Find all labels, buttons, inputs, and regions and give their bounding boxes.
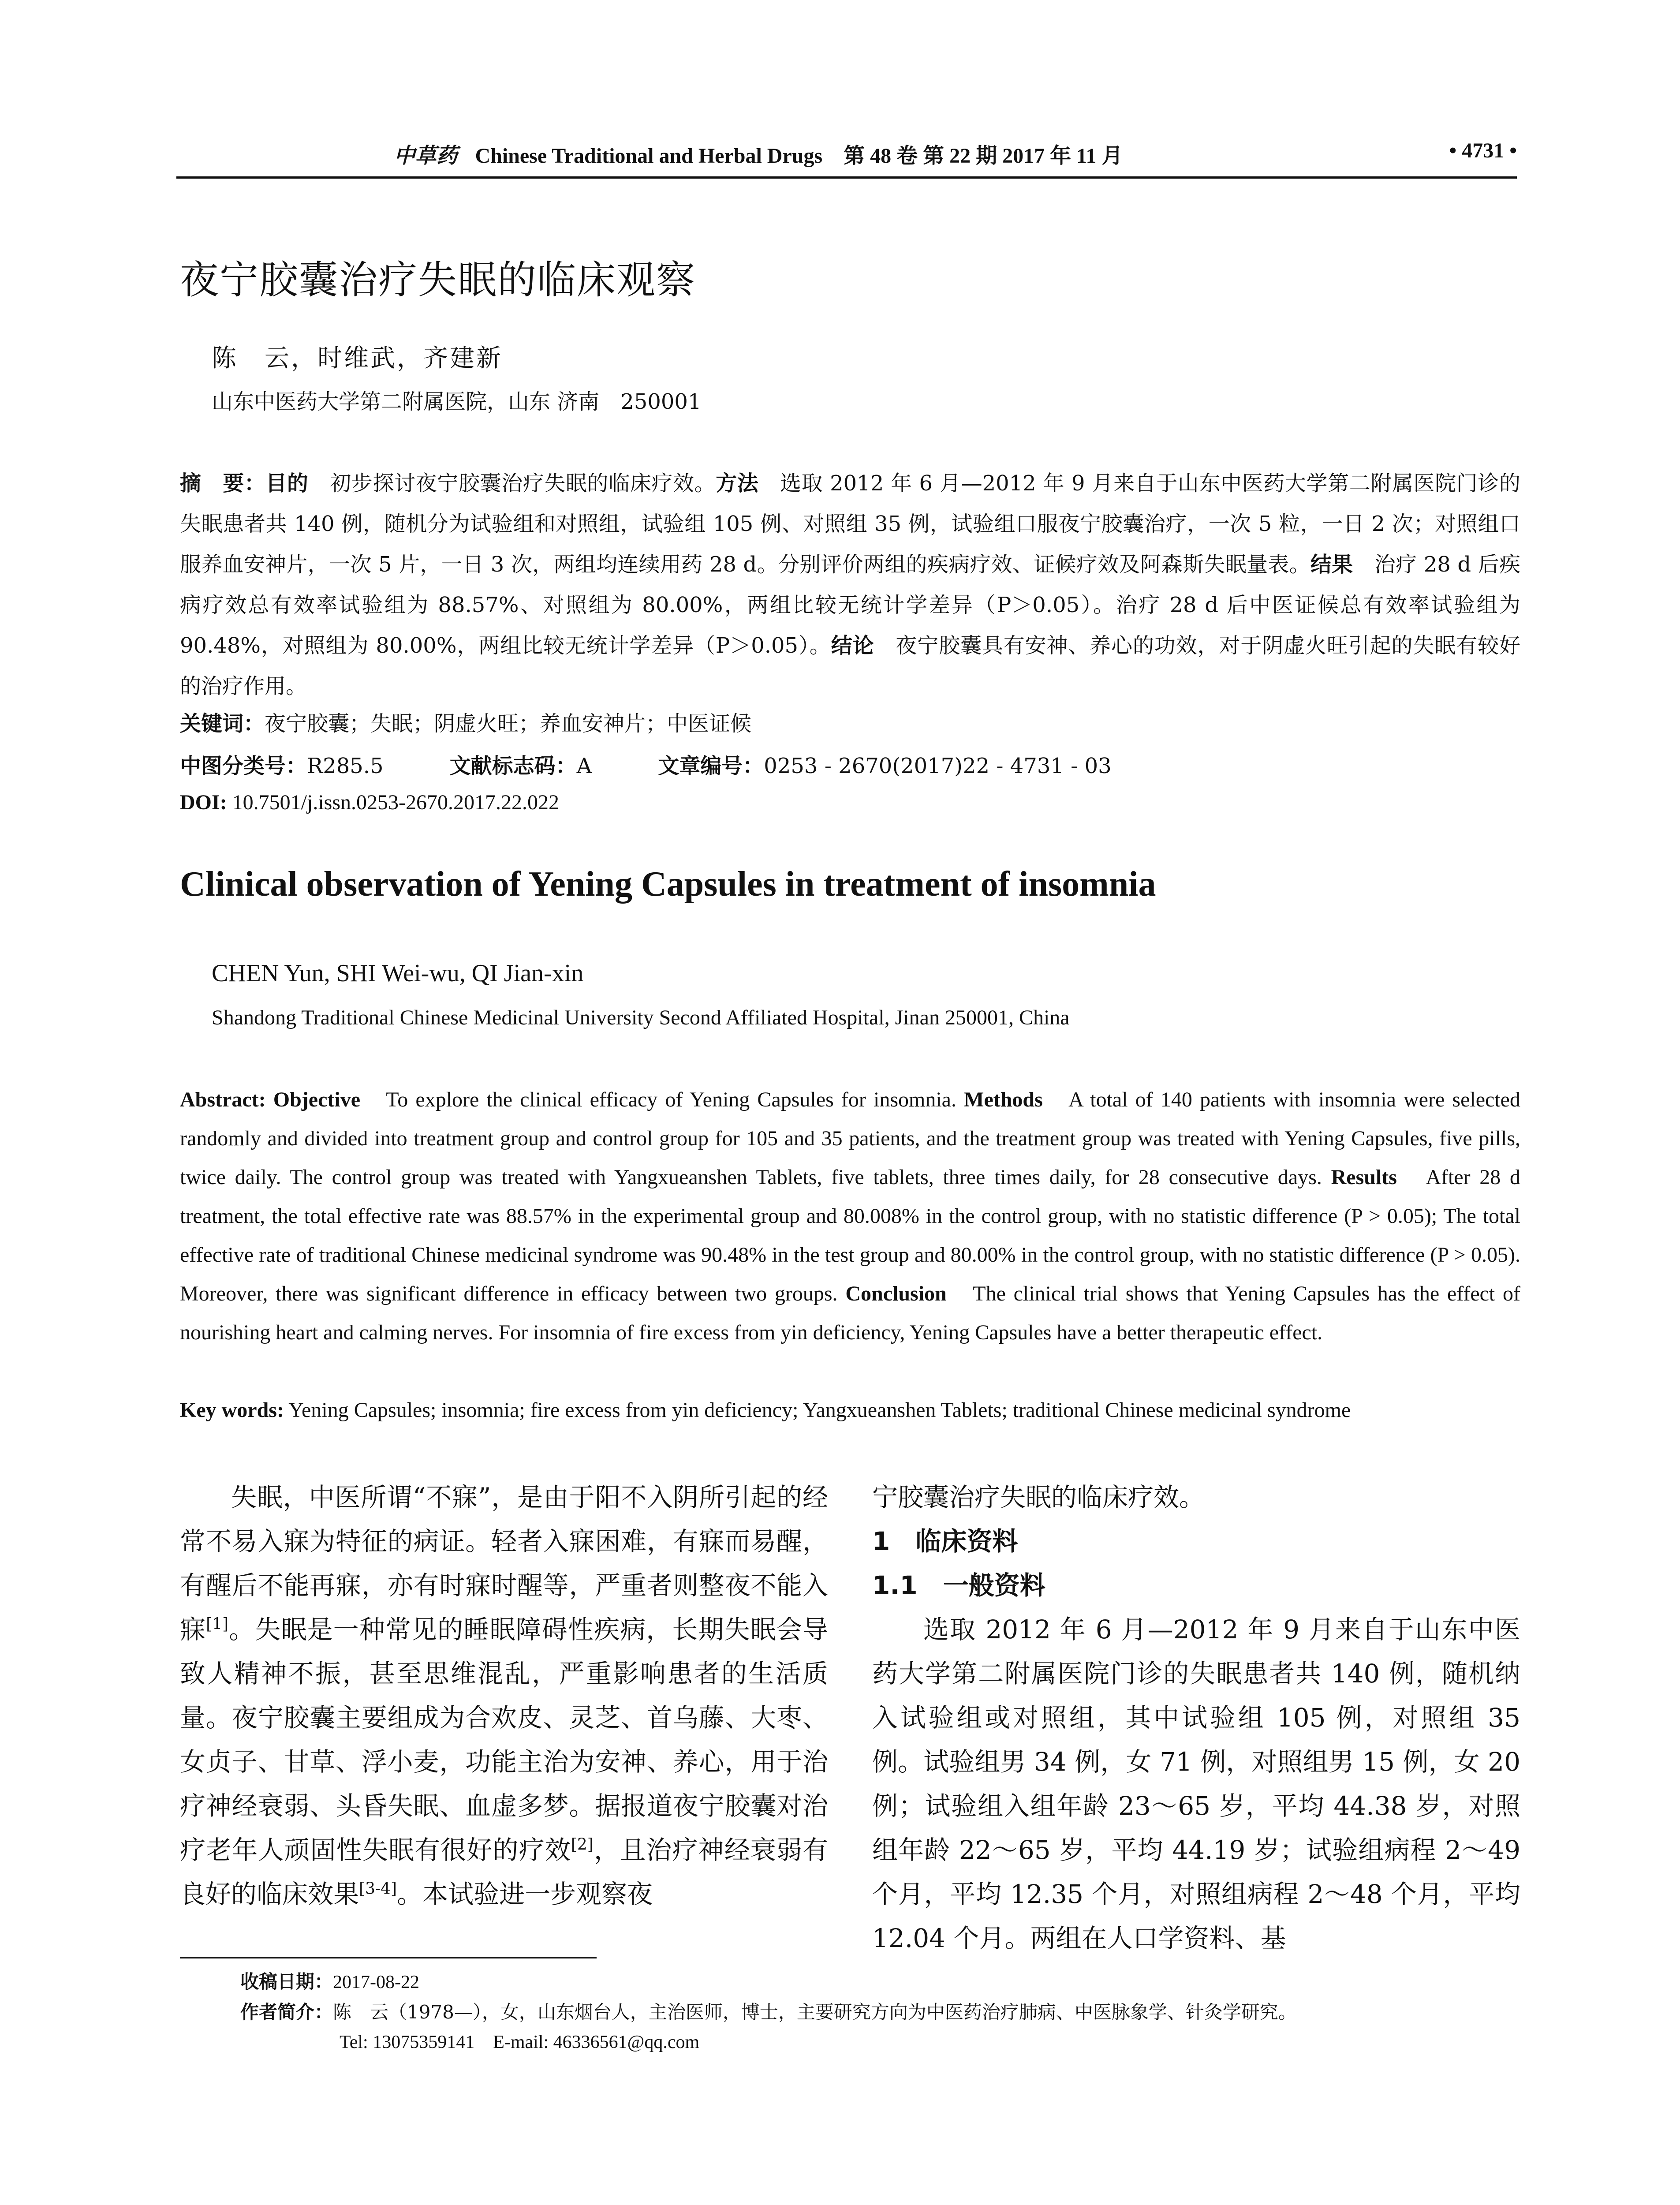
doi-line xyxy=(180,790,559,815)
affiliation-cn: 山东中医药大学第二附属医院，山东 济南 250001 xyxy=(212,389,702,414)
footnote-rule xyxy=(180,1957,597,1958)
section-heading-1-1: 1.1 一般资料 xyxy=(872,1570,1045,1600)
intro-text-a: 失眠，中医所谓“不寐”，是由于阳不入阴所引起的经常不易入寐为特征的病证。轻者入寐困难，有寐而易醒，有醒后不能再寐，亦有时寐时醒等，严重者则整夜不能入寐 xyxy=(180,1482,828,1644)
doc-code-label: 文献标志码： xyxy=(449,754,577,778)
intro-text-d: 。本试验进一步观察夜 xyxy=(397,1879,653,1909)
received-value: 2017-08-22 xyxy=(333,1972,419,1992)
intro-continuation: 宁胶囊治疗失眠的临床疗效。 xyxy=(872,1482,1205,1512)
abstract-cn xyxy=(180,463,1520,706)
intro-paragraph xyxy=(180,1475,828,1916)
author-bio xyxy=(240,1997,1519,2027)
page-number: • 4731 • xyxy=(1449,139,1517,162)
methods-text: 选取 2012 年 6 月—2012 年 9 月来自于山东中医药大学第二附属医院门诊的失眠患者共 140 例，随机分为试验组和对照组，试验组 105 例、对照组 35 例，试验组口服夜宁胶囊治疗，一次 5 粒，一日 2 次；对照组口服养血安神片，一次 5 片，一日 3 次，两组均连续用药 28 d。分别评价两组的疾病疗效、证候疗效及阿森斯失眠量表。 xyxy=(180,471,1520,577)
keywords-en-text: Yening Capsules; insomnia; fire excess from yin deficiency; Yangxueanshen Tablets; traditional Chinese medicinal syndrome xyxy=(284,1398,1351,1422)
conclusion-en-text: The clinical trial shows that Yening Capsules has the effect of nourishing heart and calming nerves. For insomnia of fire excess from yin deficiency, Yening Capsules have a better therapeutic effect. xyxy=(180,1282,1520,1344)
article-no-label: 文章编号： xyxy=(658,754,764,778)
authors-en: CHEN Yun, SHI Wei-wu, QI Jian-xin xyxy=(212,960,584,987)
keywords-en xyxy=(180,1398,1520,1422)
citation-1[interactable]: [1] xyxy=(206,1615,229,1633)
author-contact: Tel: 13075359141 E-mail: 46336561@qq.com xyxy=(340,2032,700,2052)
results-text: 治疗 28 d 后疾病疗效总有效率试验组为 88.57%、对照组为 80.00%，两组比较无统计学差异（P＞0.05）。治疗 28 d 后中医证候总有效率试验组为 90.48%，对照组为 80.00%，两组比较无统计学差异（P＞0.05）。 xyxy=(180,552,1520,658)
methods-en-text: A total of 140 patients with insomnia were selected randomly and divided into treatment group and control group for 105 and 35 patients, and the treatment group was treated with Yening Capsules, five pills, twice daily. The control group was treated with Yangxueanshen Tablets, five tablets, three times daily, for 28 consecutive days. xyxy=(180,1088,1520,1189)
journal-info xyxy=(176,138,1340,169)
objective-text: 初步探讨夜宁胶囊治疗失眠的临床疗效。 xyxy=(308,471,716,496)
body-column-right xyxy=(872,1475,1520,1960)
conclusion-en-label: Conclusion xyxy=(845,1282,947,1305)
methods-label: 方法 xyxy=(716,471,759,496)
author-bio-label: 作者简介： xyxy=(240,2001,333,2023)
title-en: Clinical observation of Yening Capsules in treatment of insomnia xyxy=(180,865,1156,904)
clc-value: R285.5 xyxy=(307,754,384,778)
results-en-label: Results xyxy=(1331,1166,1397,1189)
author-bio-text: 陈 云（1978—），女，山东烟台人，主治医师，博士，主要研究方向为中医药治疗肺病、中医脉象学、针灸学研究。 xyxy=(333,2001,1297,2023)
doc-code-value: A xyxy=(576,754,592,778)
section-heading-1: 1 临床资料 xyxy=(872,1526,1018,1556)
keywords-cn-label: 关键词： xyxy=(180,711,265,736)
received-date xyxy=(240,1967,1519,1997)
received-label: 收稿日期： xyxy=(240,1971,333,1992)
methods-en-label: Methods xyxy=(964,1088,1043,1111)
abstract-cn-label: 摘 要： xyxy=(180,471,266,496)
clc-label: 中图分类号： xyxy=(180,754,307,778)
abstract-en xyxy=(180,1080,1520,1352)
body-column-left xyxy=(180,1475,828,1916)
affiliation-en: Shandong Traditional Chinese Medicinal University Second Affiliated Hospital, Jinan 250001, China xyxy=(212,1006,1070,1029)
conclusion-label: 结论 xyxy=(831,633,874,658)
keywords-cn xyxy=(180,706,751,737)
results-label: 结果 xyxy=(1310,552,1353,577)
intro-text-b: 。失眠是一种常见的睡眠障碍性疾病，长期失眠会导致人精神不振，甚至思维混乱，严重影响患者的生活质量。夜宁胶囊主要组成为合欢皮、灵芝、首乌藤、大枣、女贞子、甘草、浮小麦，功能主治为安神、养心，用于治疗神经衰弱、头昏失眠、血虚多梦。据报道夜宁胶囊对治疗老年人顽固性失眠有很好的疗效 xyxy=(180,1615,828,1865)
title-cn: 夜宁胶囊治疗失眠的临床观察 xyxy=(180,257,696,303)
conclusion-text: 夜宁胶囊具有安神、养心的功效，对于阴虚火旺引起的失眠有较好的治疗作用。 xyxy=(180,633,1520,699)
citation-3-4[interactable]: [3-4] xyxy=(359,1880,397,1898)
authors-cn: 陈 云，时维武，齐建新 xyxy=(212,344,503,373)
journal-issue: Chinese Traditional and Herbal Drugs 第 48 卷 第 22 期 2017 年 11 月 xyxy=(475,144,1123,168)
footnotes xyxy=(240,1967,1519,2057)
classification-line xyxy=(180,749,1112,779)
results-en-text: After 28 d treatment, the total effective rate was 88.57% in the experimental group and 80.008% in the control group, with no statistic difference (P > 0.05); The total effective rate of traditional Chinese medicinal syndrome was 90.48% in the test group and 80.00% in the control group, with no statistic difference (P > 0.05). Moreover, there was significant difference in efficacy between two groups. xyxy=(180,1166,1521,1305)
running-header xyxy=(176,138,1517,174)
objective-en-text: To explore the clinical efficacy of Yening Capsules for insomnia. xyxy=(360,1088,964,1111)
citation-2[interactable]: [2] xyxy=(571,1835,594,1854)
doi-value[interactable]: 10.7501/j.issn.0253-2670.2017.22.022 xyxy=(227,791,560,814)
keywords-en-label: Key words: xyxy=(180,1398,284,1422)
keywords-cn-text: 夜宁胶囊；失眠；阴虚火旺；养血安神片；中医证候 xyxy=(265,711,752,736)
journal-name-cn: 中草药 xyxy=(394,143,458,168)
objective-en-label: Objective xyxy=(265,1088,360,1111)
intro-text-c: ，且治疗神经衰弱有良好的临床效果 xyxy=(180,1835,828,1909)
article-no-value: 0253 - 2670(2017)22 - 4731 - 03 xyxy=(764,754,1112,778)
general-data-paragraph: 选取 2012 年 6 月—2012 年 9 月来自于山东中医药大学第二附属医院门诊的失眠患者共 140 例，随机纳入试验组或对照组，其中试验组 105 例，对照组 35 例。试验组男 34 例，女 71 例，对照组男 15 例，女 20 例；试验组入组年龄 23～65 岁，平均 44.38 岁，对照组年龄 22～65 岁，平均 44.19 岁；试验组病程 2～49 个月，平均 12.35 个月，对照组病程 2～48 个月，平均 12.04 个月。两组在人口学资料、基 xyxy=(872,1615,1520,1953)
objective-label: 目的 xyxy=(265,471,309,496)
header-rule xyxy=(176,176,1517,179)
abstract-en-label: Abstract: xyxy=(180,1088,266,1111)
doi-label: DOI: xyxy=(180,791,227,814)
